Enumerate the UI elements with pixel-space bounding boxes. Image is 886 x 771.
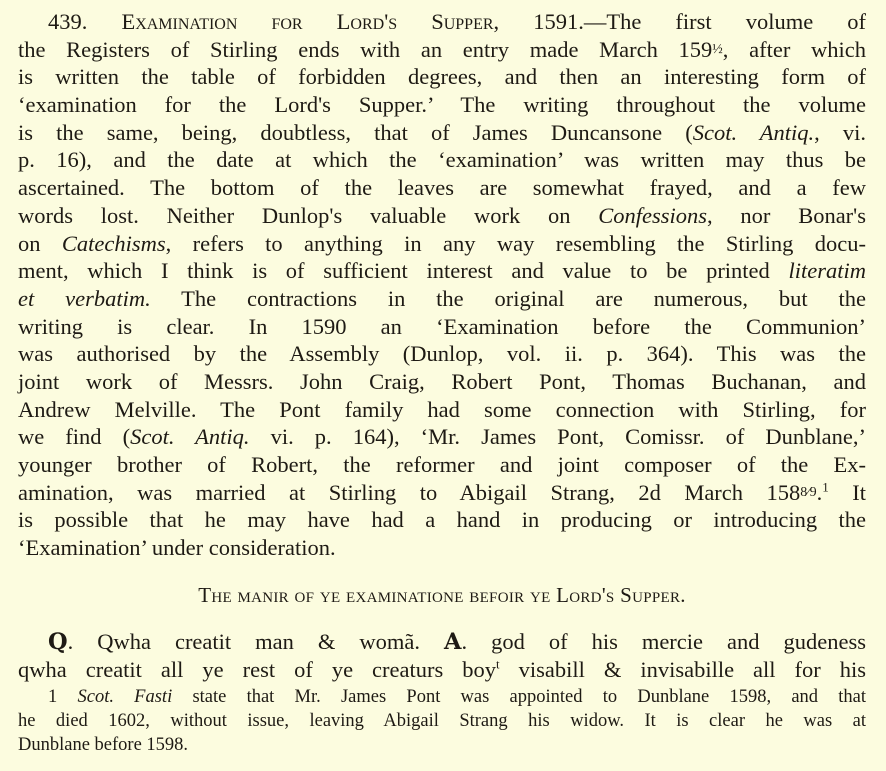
footnote-line	[18, 733, 866, 757]
text-segment: amination, was married at Stirling to Abigail Strang, 2d March 158	[18, 479, 801, 505]
examination-line	[18, 628, 866, 656]
superscript: t	[495, 656, 500, 672]
text-segment: is the same, being, doubtless, that of James Duncansone (	[18, 119, 693, 145]
paragraph-line	[18, 119, 866, 147]
text-segment: , nor Bonar's	[707, 202, 866, 228]
paragraph-line	[18, 368, 866, 396]
italic-text: Scot. Antiq.	[692, 119, 815, 145]
footnote	[18, 685, 866, 757]
text-segment: is possible that he may have had a hand in producing or introducing the	[18, 507, 866, 533]
footnote-line	[18, 685, 866, 709]
italic-text: literatim	[788, 258, 866, 284]
text-segment: ‘Examination’ under consideration.	[18, 535, 336, 561]
italic-text: Scot. Antiq.	[130, 424, 250, 450]
paragraph-line	[18, 534, 866, 562]
small-caps-title: Examination for Lord's Supper	[121, 9, 494, 34]
text-segment: words lost. Neither Dunlop's valuable work on	[18, 202, 599, 228]
text-segment: , refers to anything in any way resembling the Stirling docu-	[165, 230, 867, 256]
book-page	[18, 8, 867, 755]
text-segment: ment, which I think is of sufficient interest and value to be printed	[18, 258, 789, 284]
blackletter-initial: Q	[48, 629, 68, 655]
text-segment: , after which	[722, 36, 866, 62]
text-segment: was authorised by the Assembly (Dunlop, vol. ii. p. 364). This was the	[18, 341, 866, 367]
text-segment: vi. p. 164), ‘Mr. James Pont, Comissr. of Dunblane,’	[249, 424, 867, 450]
paragraph-line	[18, 313, 866, 341]
paragraph-line	[18, 174, 866, 202]
paragraph-line	[18, 202, 866, 230]
footnote-line	[18, 709, 866, 733]
text-segment: .	[816, 479, 823, 505]
examination-line	[18, 656, 866, 684]
section-439-paragraph	[18, 8, 866, 562]
text-segment: It	[828, 479, 866, 505]
text-segment: younger brother of Robert, the reformer and joint composer of the Ex-	[18, 452, 866, 477]
paragraph-line	[18, 146, 866, 174]
text-segment: . Qwha creatit man & womã.	[67, 629, 444, 654]
text-segment: , 1591.—The first volume of	[493, 9, 867, 34]
fraction: 8⁄9	[800, 484, 817, 500]
examination-heading: The manir of ye examinatione befoir ye Lord's Supper.	[198, 583, 686, 607]
text-segment: 1	[48, 687, 78, 707]
italic-text: Confessions	[598, 202, 708, 228]
blackletter-initial: A	[444, 629, 462, 655]
superscript: 1	[822, 479, 829, 495]
paragraph-line	[18, 230, 866, 258]
text-segment: Dunblane before 1598.	[18, 735, 189, 755]
paragraph-line	[18, 340, 866, 368]
paragraph-line	[18, 479, 866, 507]
text-segment: on	[18, 230, 62, 256]
examination-text	[18, 628, 866, 683]
text-segment: Andrew Melville. The Pont family had some connection with Stirling, for	[18, 396, 866, 422]
italic-text: Scot. Fasti	[77, 687, 173, 707]
text-segment: The contractions in the original are numerous, but the	[150, 285, 866, 311]
text-segment: is written the table of forbidden degrees, and then an interesting form of	[18, 64, 866, 90]
paragraph-line	[18, 396, 866, 424]
paragraph-line	[18, 451, 866, 479]
text-segment: ascertained. The bottom of the leaves are somewhat frayed, and a few	[18, 175, 866, 201]
text-segment: he died 1602, without issue, leaving Abigail Strang his widow. It is clear he was at	[18, 711, 866, 731]
fraction: ½	[712, 41, 723, 57]
italic-text: et verbatim.	[18, 285, 151, 311]
text-segment: qwha creatit all ye rest of ye creaturs boy	[18, 656, 496, 682]
italic-text: Catechisms	[61, 230, 166, 256]
text-segment: ‘examination for the Lord's Supper.’ The writing throughout the volume	[18, 92, 866, 118]
text-segment: joint work of Messrs. John Craig, Robert Pont, Thomas Buchanan, and	[18, 368, 866, 394]
text-segment: 439.	[48, 9, 122, 34]
paragraph-line	[18, 285, 866, 313]
text-segment: . god of his mercie and gudeness	[461, 629, 866, 654]
text-segment: p. 16), and the date at which the ‘examination’ was written may thus be	[18, 147, 866, 173]
paragraph-line	[18, 36, 866, 64]
text-segment: visabill & invisabille all for his	[499, 656, 866, 682]
paragraph-line	[18, 423, 866, 451]
paragraph-line	[18, 91, 866, 119]
text-segment: writing is clear. In 1590 an ‘Examination before the Communion’	[18, 313, 866, 339]
text-segment: state that Mr. James Pont was appointed to Dunblane 1598, and that	[172, 687, 867, 707]
paragraph-line	[18, 257, 866, 285]
paragraph-line	[18, 8, 866, 36]
paragraph-line	[18, 63, 866, 91]
text-segment: , vi.	[814, 119, 866, 145]
text-segment: we find (	[18, 424, 131, 450]
text-segment: the Registers of Stirling ends with an entry made March 159	[18, 36, 713, 62]
paragraph-line	[18, 506, 866, 534]
